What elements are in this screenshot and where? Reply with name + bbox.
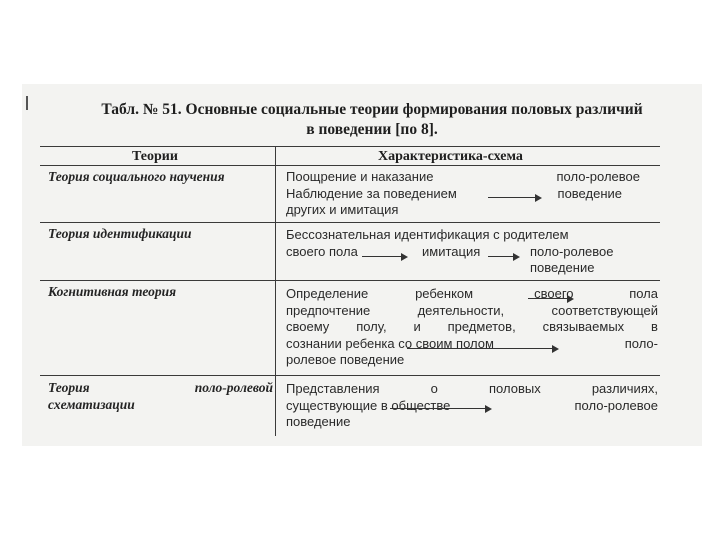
desc-text: предпочтение xyxy=(286,302,371,318)
header-bottom-border xyxy=(40,165,660,166)
desc-text: сознании ребенка со своим полом xyxy=(286,335,494,351)
desc-cognitive xyxy=(286,286,658,369)
desc-text: пола xyxy=(629,286,658,301)
header-theories: Теории xyxy=(132,149,178,164)
desc-text: Бессознательная идентификация с родителем xyxy=(286,227,569,242)
desc-text: в xyxy=(651,319,658,334)
theory-text: поло-ролевой xyxy=(194,380,273,395)
desc-text: существующие в обществе xyxy=(286,397,451,413)
header-schema: Характеристика-схема xyxy=(378,149,523,164)
desc-identification xyxy=(286,227,658,277)
desc-text: имитация xyxy=(422,243,481,259)
row-1-bottom-border xyxy=(40,222,660,223)
desc-text: поведение xyxy=(557,185,622,201)
desc-text: предметов, xyxy=(447,319,516,334)
desc-line xyxy=(286,336,658,353)
theory-line xyxy=(48,379,273,396)
desc-text: и xyxy=(413,319,421,334)
scan-mark xyxy=(26,96,28,110)
scanned-table-image xyxy=(22,84,702,446)
desc-text: поло-ролевое xyxy=(530,243,614,259)
desc-text: полу, xyxy=(356,319,387,334)
desc-text: поло- xyxy=(624,335,658,351)
arrow-icon xyxy=(407,348,557,349)
desc-text: Поощрение и наказание xyxy=(286,169,434,184)
desc-gender-schema xyxy=(286,381,658,431)
desc-line xyxy=(286,398,658,415)
title-line-1: Табл. № 51. Основные социальные теории формирования половых различий xyxy=(101,101,643,118)
arrow-icon xyxy=(488,256,518,257)
desc-line xyxy=(286,303,658,320)
desc-line xyxy=(286,169,658,186)
theory-cognitive: Когнитивная теория xyxy=(48,284,177,299)
theory-text: Теория xyxy=(48,380,90,395)
theory-gender-schema xyxy=(48,379,273,413)
arrow-icon xyxy=(390,408,490,409)
desc-social-learning xyxy=(286,169,658,219)
table-top-border xyxy=(40,146,660,147)
desc-text: связываемых xyxy=(542,319,625,334)
arrow-icon xyxy=(528,298,572,299)
desc-text: поло-ролевое xyxy=(574,397,658,413)
desc-text: Наблюдение за поведением xyxy=(286,185,457,201)
desc-text: ролевое поведение xyxy=(286,352,405,367)
desc-text: деятельности, xyxy=(417,302,505,318)
desc-text: своему xyxy=(286,319,330,334)
table-title xyxy=(52,100,692,140)
desc-text: других и имитация xyxy=(286,202,399,217)
desc-text: поведение xyxy=(286,414,351,429)
theory-text: схематизации xyxy=(48,397,135,412)
desc-line xyxy=(286,260,658,277)
row-3-bottom-border xyxy=(40,375,660,376)
row-2-bottom-border xyxy=(40,280,660,281)
title-line-2: в поведении [по 8]. xyxy=(306,121,438,138)
arrow-icon xyxy=(488,197,540,198)
arrow-icon xyxy=(362,256,406,257)
desc-text: ребенком xyxy=(415,286,474,301)
desc-text: поведение xyxy=(530,260,595,275)
theory-identification: Теория идентификации xyxy=(48,226,192,241)
desc-line xyxy=(286,186,658,203)
column-divider xyxy=(275,146,276,436)
desc-line xyxy=(286,319,658,336)
desc-line xyxy=(286,244,658,261)
desc-line xyxy=(286,381,658,398)
desc-text: поло-ролевое xyxy=(556,169,640,184)
theory-social-learning: Теория социального научения xyxy=(48,169,225,184)
desc-line xyxy=(286,286,658,303)
desc-text: Представления xyxy=(286,381,380,396)
desc-text: различиях, xyxy=(591,381,658,396)
desc-text: половых xyxy=(489,381,541,396)
desc-text: соответствующей xyxy=(551,302,658,318)
desc-text: Определение xyxy=(286,286,369,301)
desc-text: своего xyxy=(534,286,574,301)
desc-text: своего пола xyxy=(286,243,358,259)
desc-text: о xyxy=(430,381,438,396)
